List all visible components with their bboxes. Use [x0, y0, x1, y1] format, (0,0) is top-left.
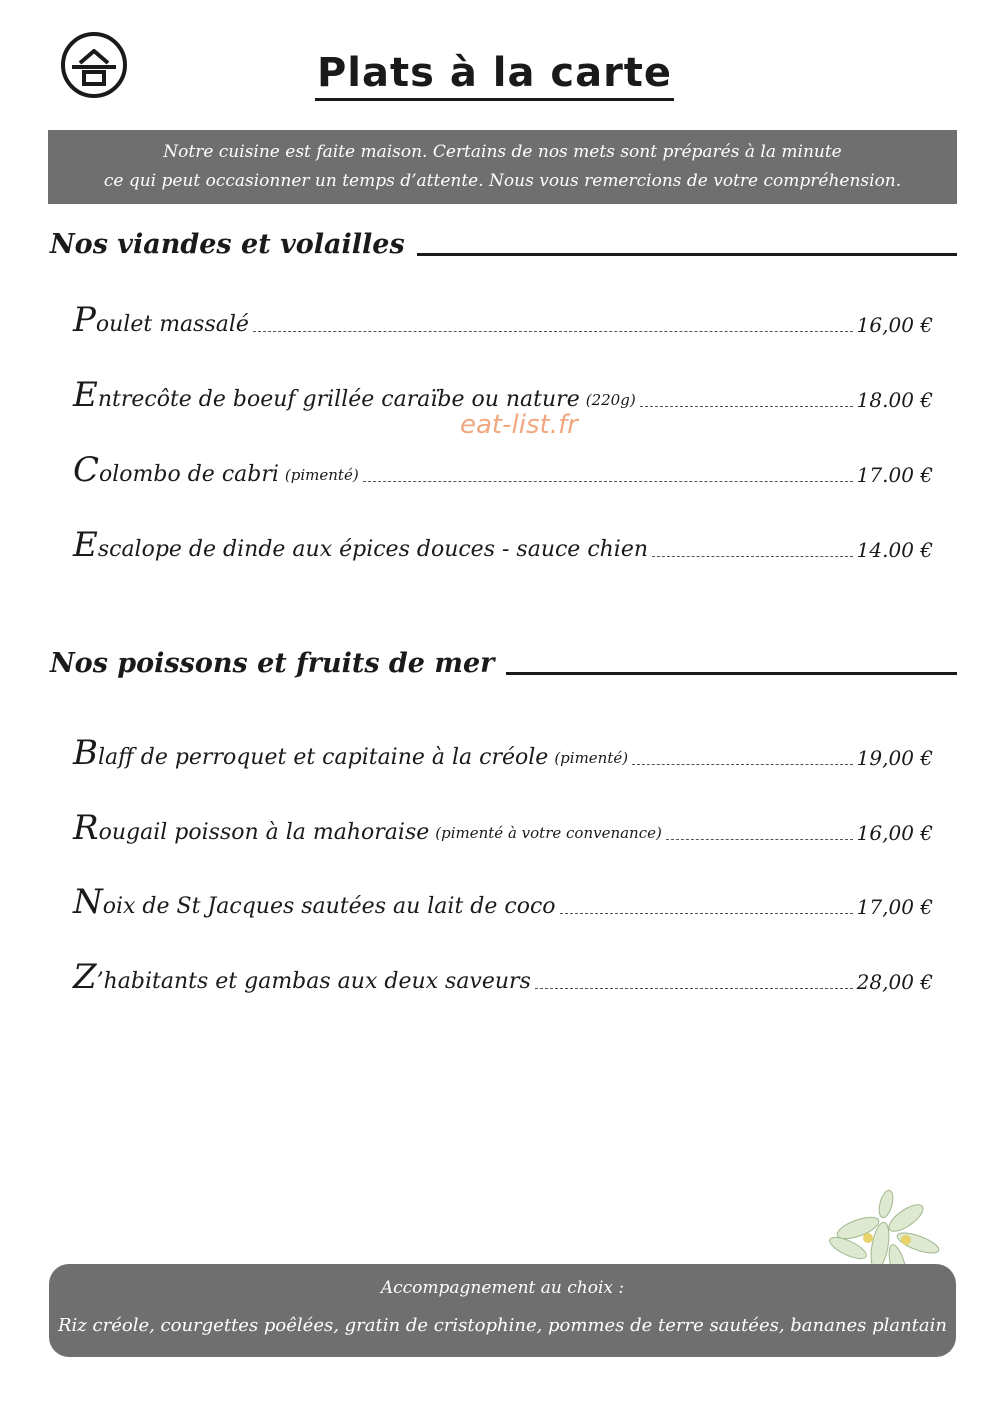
dotted-leader — [666, 839, 853, 840]
dotted-leader — [535, 988, 853, 989]
menu-item — [73, 882, 933, 922]
dish-price: 28,00 € — [856, 970, 933, 994]
dish-name: Z’habitants et gambas aux deux saveurs — [73, 957, 531, 997]
section-header-meats — [50, 226, 957, 260]
section-title: Nos poissons et fruits de mer — [50, 648, 495, 679]
menu-item — [73, 733, 933, 773]
dish-note: (pimenté) — [554, 749, 629, 767]
dish-note: (pimenté) — [284, 466, 359, 484]
dish-note: (220g) — [585, 391, 636, 409]
dish-name: Colombo de cabri — [73, 450, 279, 490]
section-rule — [506, 672, 957, 675]
dish-note: (pimenté à votre convenance) — [435, 824, 662, 842]
menu-item — [73, 450, 933, 490]
menu-item — [73, 375, 933, 415]
dish-name: Entrecôte de boeuf grillée caraïbe ou nature — [73, 375, 580, 415]
dotted-leader — [640, 406, 853, 407]
dish-name: Blaff de perroquet et capitaine à la créole — [73, 733, 549, 773]
dotted-leader — [560, 913, 853, 914]
dish-name: Poulet massalé — [73, 300, 249, 340]
dish-name: Escalope de dinde aux épices douces - sauce chien — [73, 525, 649, 565]
dish-name: Rougail poisson à la mahoraise — [73, 808, 430, 848]
dish-price: 14.00 € — [856, 538, 933, 562]
dotted-leader — [652, 556, 853, 557]
dotted-leader — [363, 481, 853, 482]
section-title: Nos viandes et volailles — [50, 229, 405, 260]
menu-item — [73, 300, 933, 340]
side-dishes-banner — [49, 1264, 956, 1357]
side-dishes-text: Riz créole, courgettes poêlées, gratin de cristophine, pommes de terre sautées, bananes plantain — [58, 1315, 947, 1336]
notice-line-1: Notre cuisine est faite maison. Certains de nos mets sont préparés à la minute — [163, 142, 842, 162]
kitchen-notice-banner — [48, 130, 957, 204]
dish-price: 18.00 € — [856, 388, 933, 412]
menu-item — [73, 957, 933, 997]
watermark: eat-list.fr — [460, 410, 578, 440]
section-header-seafood — [50, 645, 957, 679]
notice-line-2: ce qui peut occasionner un temps d’attente. Nous vous remercions de votre compréhension. — [103, 171, 902, 191]
dotted-leader — [253, 331, 853, 332]
dish-price: 16,00 € — [856, 821, 933, 845]
dish-price: 19,00 € — [856, 746, 933, 770]
dish-price: 17.00 € — [856, 463, 933, 487]
dotted-leader — [632, 764, 853, 765]
dish-price: 16,00 € — [856, 313, 933, 337]
side-dishes-title: Accompagnement au choix : — [380, 1278, 625, 1298]
menu-item — [73, 525, 933, 565]
dish-price: 17,00 € — [856, 895, 933, 919]
dish-name: Noix de St Jacques sautées au lait de coco — [73, 882, 556, 922]
page-title: Plats à la carte — [0, 50, 989, 96]
menu-item — [73, 808, 933, 848]
section-rule — [417, 253, 957, 256]
